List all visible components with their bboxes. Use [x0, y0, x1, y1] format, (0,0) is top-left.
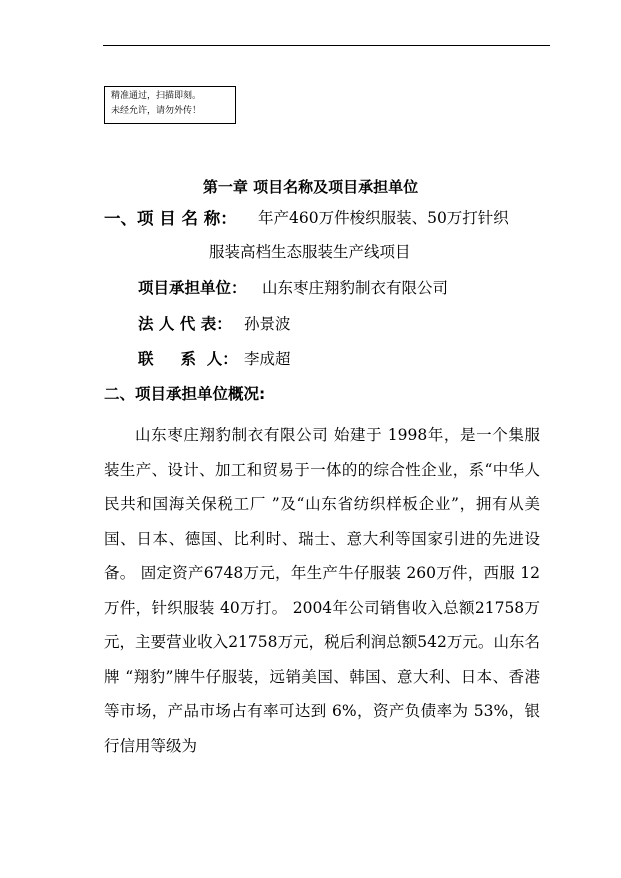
- legal-rep-label: 法 人 代 表：: [138, 315, 232, 333]
- project-name-line1: 年产460万件梭织服装、50万打针织: [258, 209, 509, 227]
- section1-heading: 一、项 目 名 称：: [104, 209, 237, 228]
- unit-value: 山东枣庄翔豹制衣有限公司: [262, 279, 449, 297]
- project-name-line2: 服装高档生态服装生产线项目: [209, 243, 411, 261]
- legal-rep-value: 孙景波: [244, 315, 291, 333]
- header-rule: [103, 45, 550, 46]
- unit-label: 项目承担单位：: [138, 279, 247, 297]
- stamp-line-2: 未经允许，请勿外传！: [111, 106, 202, 116]
- stamp-line-1: 精准通过，扫描即刻。: [111, 91, 202, 101]
- chapter-title: 第一章 项目名称及项目承担单位: [202, 178, 419, 196]
- confidential-stamp: [104, 86, 236, 124]
- company-overview-paragraph: 山东枣庄翔豹制衣有限公司 始建于 1998年，是一个集服装生产、设计、加工和贸易于一体的的综合性企业，系“中华人民共和国海关保税工厂 ”及“山东省纺织样板企业”，拥有从美国、日本、德国、比利时、瑞士、意大利等国家引进的先进设备。 固定资产6748万元，年生产牛仔服装 260万件，西服 12万件，针织服装 40万打。 2004年公司销售收入总额21758万元，主要营业收入21758万元，税后利润总额542万元。山东名牌 “翔豹”牌牛仔服装，远销美国、韩国、意大利、日本、香港等市场，产品市场占有率可达到 6%，资产负债率为 53%，银行信用等级为: [104, 426, 540, 755]
- section2-heading: 二、项目承担单位概况:: [104, 385, 266, 403]
- contact-value: 李成超: [244, 350, 291, 368]
- contact-label: 联 系 人：: [138, 350, 238, 368]
